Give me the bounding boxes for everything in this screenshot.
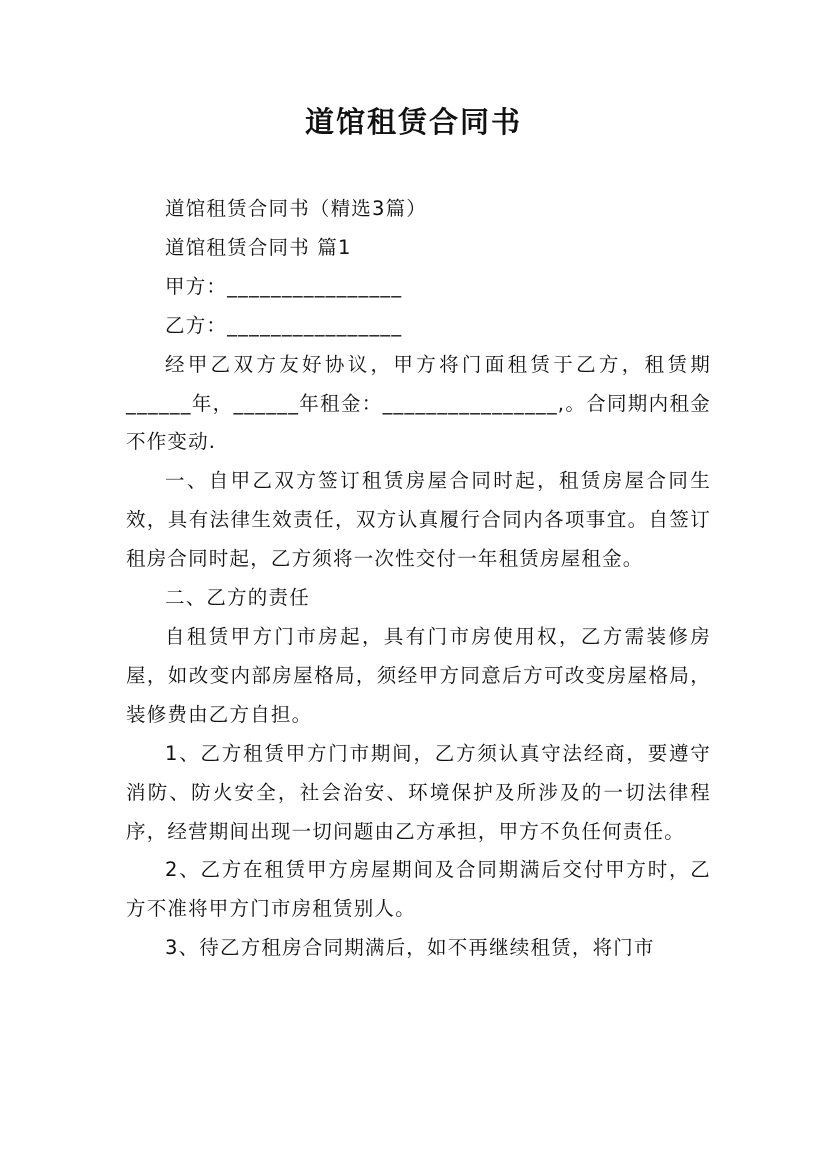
document-title: 道馆租赁合同书 [304,105,522,139]
party-a-line: 甲方：________________ [165,274,403,298]
paragraph-item-1: 1、乙方租赁甲方门市期间，乙方须认真守法经商，要遵守消防、防火安全，社会治安、环境保护及所涉及的一切法律程序，经营期间出现一切问题由乙方承担，甲方不负任何责任。 [126,741,711,843]
paragraph-agreement: 经甲乙双方友好协议，甲方将门面租赁于乙方，租赁期______年，______年租金：________________,。合同期内租金不作变动. [126,352,711,454]
paragraph-item-2: 2、乙方在租赁甲方房屋期间及合同期满后交付甲方时，乙方不准将甲方门市房租赁别人。 [126,858,711,921]
party-b-line: 乙方：________________ [165,313,403,337]
paragraph-clause-2-heading: 二、乙方的责任 [165,586,310,610]
paragraph-item-3: 3、待乙方租房合同期满后，如不再继续租赁，将门市 [165,936,655,960]
document-body [126,190,711,968]
paragraph-section-heading: 道馆租赁合同书 篇1 [165,235,352,259]
paragraph-renovation: 自租赁甲方门市房起，具有门市房使用权，乙方需装修房屋，如改变内部房屋格局，须经甲方同意后方可改变房屋格局，装修费由乙方自担。 [126,624,711,726]
paragraph-subtitle: 道馆租赁合同书（精选3篇） [165,197,428,220]
paragraph-clause-1: 一、自甲乙双方签订租赁房屋合同时起，租赁房屋合同生效，具有法律生效责任，双方认真履行合同内各项事宜。自签订租房合同时起，乙方须将一次性交付一年租赁房屋租金。 [126,469,711,571]
